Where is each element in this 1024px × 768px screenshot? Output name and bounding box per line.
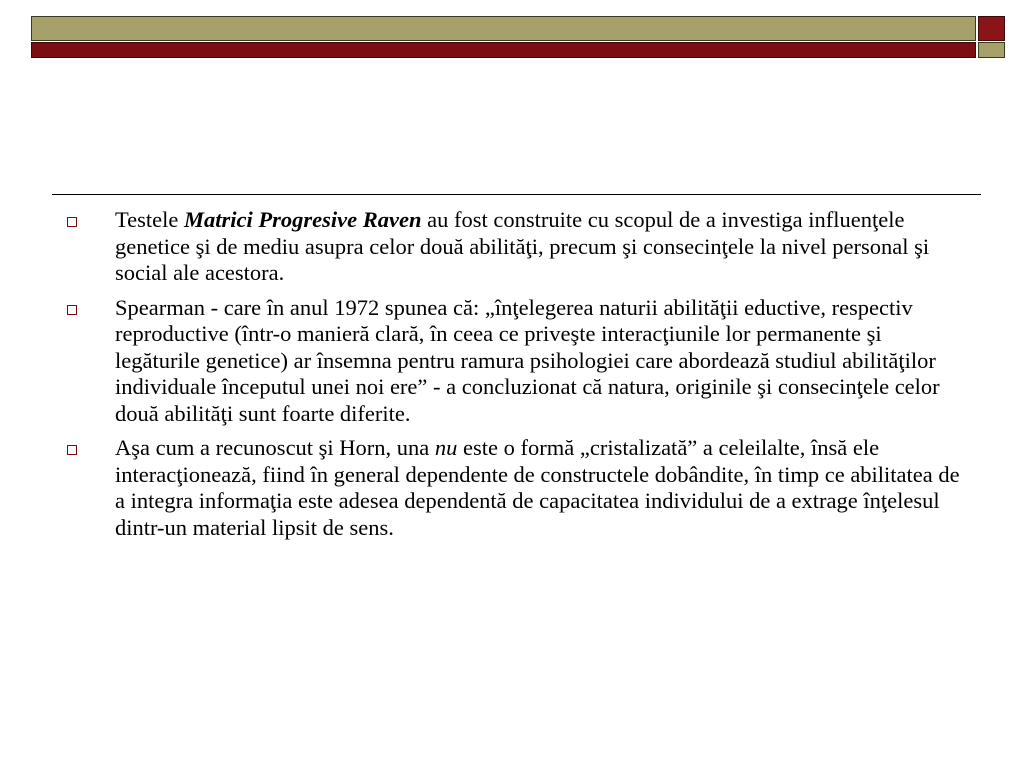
bullet-item-horn (60, 435, 970, 541)
bullet-item-spearman (60, 295, 970, 428)
header-decoration (31, 16, 1005, 58)
bullet-item-raven (60, 207, 970, 287)
square-bullet-icon (67, 445, 77, 455)
header-bar-olive (31, 16, 976, 41)
bullet-text: Testele (115, 207, 185, 232)
bullet-list (60, 207, 970, 549)
title-divider (52, 194, 981, 195)
square-bullet-icon (67, 305, 77, 315)
square-bullet-icon (67, 217, 77, 227)
header-bar-maroon (31, 42, 976, 58)
bullet-text: este o formă „cristalizată” a celeilalte, însă ele interacţionează, fiind în general dependente de constructele dobândite, în timp ce abilitatea de a integra informaţia este adesea dependentă de capacitatea individului de a extrage înţelesul dintr-un material lipsit de sens. (115, 435, 960, 540)
bullet-emphasis: Matrici Progresive Raven (184, 207, 422, 232)
bullet-text: Aşa cum a recunoscut şi Horn, una (115, 435, 435, 460)
bullet-text: au fost construite cu scopul de a investiga influenţele genetice şi de mediu asupra celor două abilităţi, precum şi consecinţele la nivel personal şi social ale acestora. (115, 207, 930, 285)
bullet-emphasis: nu (434, 435, 458, 460)
header-square-olive (978, 42, 1005, 58)
header-square-maroon (978, 16, 1005, 41)
bullet-text: Spearman - care în anul 1972 spunea că: „înţelegerea naturii abilităţii eductive, respectiv reproductive (într-o manieră clară, în ceea ce priveşte interacţiunile lor permanente şi legăturile genetice) ar însemna pentru ramura psihologiei care abordează studiul abilităţilor individuale începutul unei noi ere” - a concluzionat că natura, originile şi consecinţele celor două abilităţi sunt foarte diferite. (115, 294, 940, 426)
